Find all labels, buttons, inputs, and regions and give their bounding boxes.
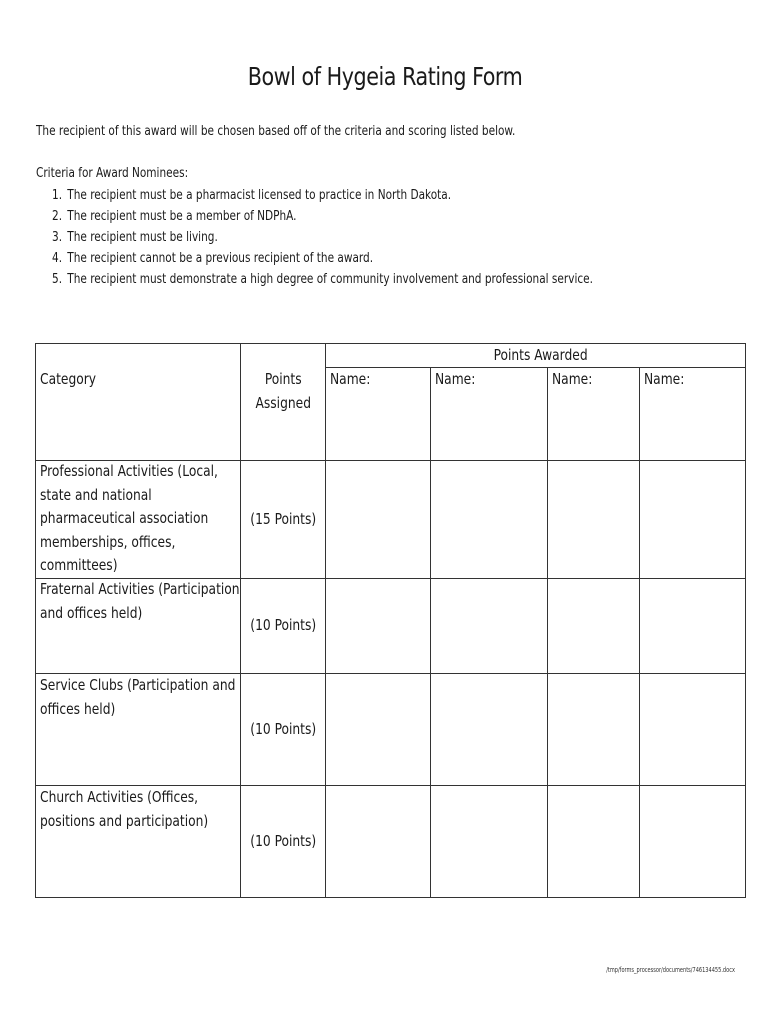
file-path-footer: /tmp/forms_processor/documents/746134455.docx [606, 966, 735, 974]
name-header: Name: [552, 370, 593, 388]
category-fraternal: Fraternal Activities (Participation and offices held) [40, 580, 240, 622]
points-assigned-header: Points Assigned [255, 370, 311, 412]
category-service-clubs: Service Clubs (Participation and offices held) [40, 676, 236, 718]
points-value: (15 Points) [250, 510, 317, 528]
criteria-heading: Criteria for Award Nominees: [36, 166, 189, 181]
points-awarded-header: Points Awarded [493, 346, 588, 364]
page-title: Bowl of Hygeia Rating Form [247, 62, 523, 91]
criteria-item: 5. The recipient must demonstrate a high degree of community involvement and professional service. [52, 272, 593, 287]
criteria-item: 3. The recipient must be living. [52, 230, 218, 245]
criteria-list [52, 188, 653, 293]
criteria-item: 1. The recipient must be a pharmacist licensed to practice in North Dakota. [52, 188, 452, 203]
category-header: Category [40, 370, 97, 388]
category-church: Church Activities (Offices, positions and participation) [40, 788, 209, 830]
name-header: Name: [330, 370, 371, 388]
points-value: (10 Points) [250, 832, 317, 850]
criteria-item: 2. The recipient must be a member of NDPhA. [52, 209, 297, 224]
points-value: (10 Points) [250, 720, 317, 738]
points-value: (10 Points) [250, 616, 317, 634]
criteria-item: 4. The recipient cannot be a previous recipient of the award. [52, 251, 374, 266]
name-header: Name: [644, 370, 685, 388]
name-header: Name: [435, 370, 476, 388]
category-professional: Professional Activities (Local, state and national pharmaceutical association memberships, offices, committees) [40, 462, 218, 574]
rating-table [35, 343, 746, 898]
intro-text: The recipient of this award will be chosen based off of the criteria and scoring listed below. [36, 124, 516, 139]
